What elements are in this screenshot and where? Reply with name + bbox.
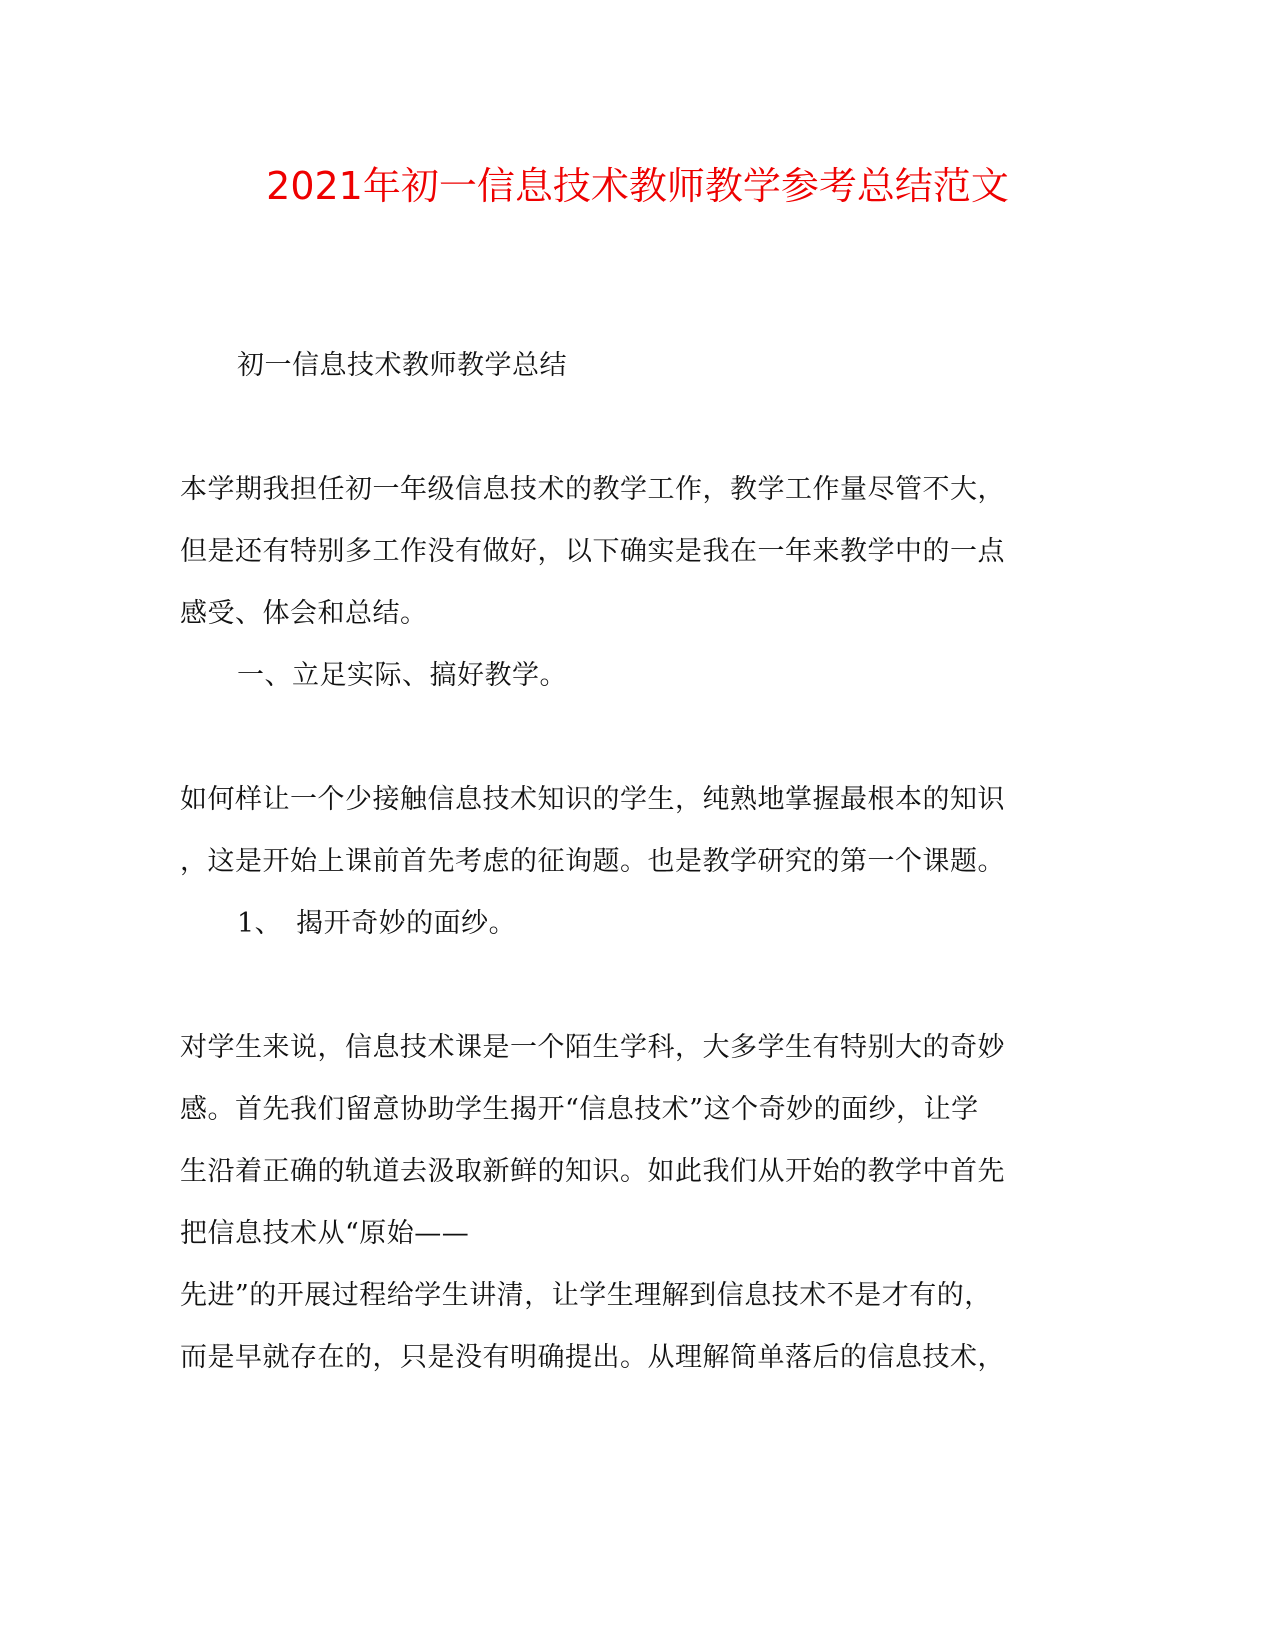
paragraph-line: 对学生来说，信息技术课是一个陌生学科，大多学生有特别大的奇妙 — [180, 1032, 1005, 1063]
paragraph-line: 但是还有特别多工作没有做好，以下确实是我在一年来教学中的一点 — [180, 536, 1005, 567]
document-title: 2021年初一信息技术教师教学参考总结范文 — [266, 164, 1009, 208]
paragraph-line: 先进”的开展过程给学生讲清，让学生理解到信息技术不是才有的， — [180, 1280, 992, 1311]
section-heading: 一、立足实际、搞好教学。 — [237, 660, 567, 691]
subtitle-line: 初一信息技术教师教学总结 — [237, 350, 567, 381]
paragraph-line: 本学期我担任初一年级信息技术的教学工作，教学工作量尽管不大， — [180, 474, 1005, 505]
paragraph-line: 而是早就存在的，只是没有明确提出。从理解简单落后的信息技术， — [180, 1342, 1005, 1373]
paragraph-line: 如何样让一个少接触信息技术知识的学生，纯熟地掌握最根本的知识 — [180, 784, 1005, 815]
paragraph-line: ，这是开始上课前首先考虑的征询题。也是教学研究的第一个课题。 — [180, 846, 1005, 877]
paragraph-line: 感。首先我们留意协助学生揭开“信息技术”这个奇妙的面纱，让学 — [180, 1094, 979, 1125]
subsection-heading: 1、 揭开奇妙的面纱。 — [237, 908, 517, 939]
paragraph-line: 生沿着正确的轨道去汲取新鲜的知识。如此我们从开始的教学中首先 — [180, 1156, 1005, 1187]
paragraph-line: 感受、体会和总结。 — [180, 598, 428, 629]
paragraph-line: 把信息技术从“原始—— — [180, 1218, 470, 1249]
